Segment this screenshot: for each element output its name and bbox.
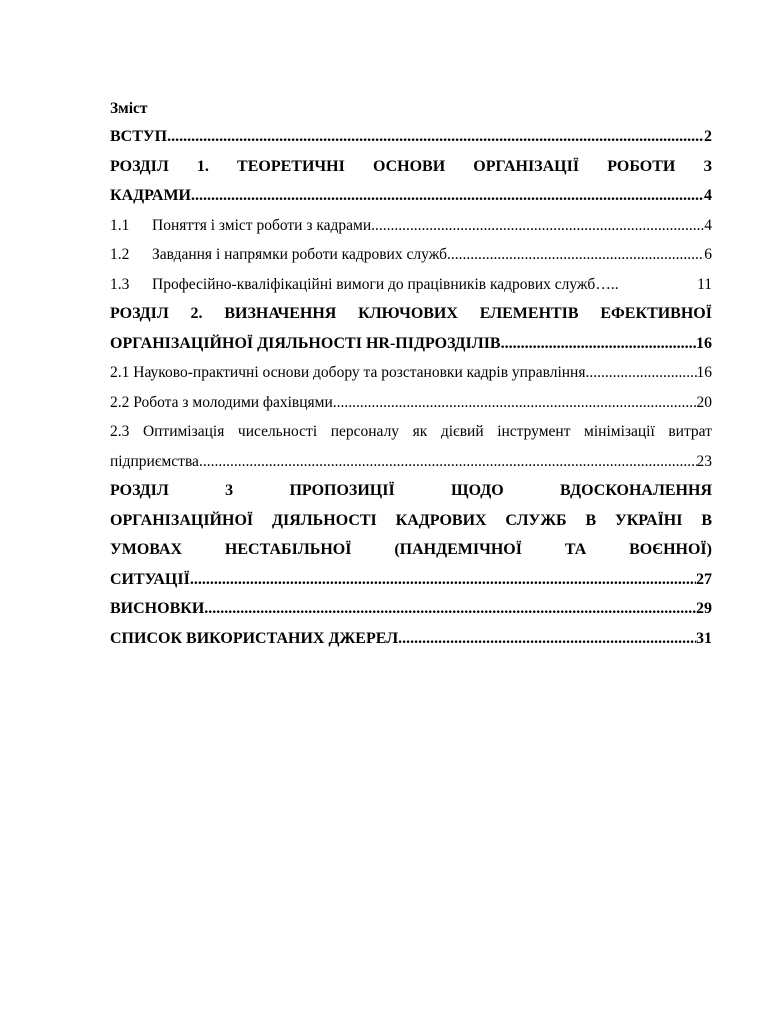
toc-entry-2-2[interactable] [110, 388, 712, 418]
toc-entry-section-2-cont[interactable] [110, 329, 712, 359]
entry-text: ВСТУП [110, 128, 168, 145]
dot-leader [204, 594, 696, 624]
word: ТА [564, 541, 587, 558]
entry-text: Завдання і напрямки роботи кадрових служб [152, 246, 447, 263]
toc-entry-section-1-heading[interactable] [110, 152, 712, 182]
word: ВОЄННОЇ) [629, 541, 712, 558]
toc-entry-section-3-line-3[interactable] [110, 535, 712, 565]
word: (ПАНДЕМІЧНОЇ [394, 541, 522, 558]
entry-number: 1.1 [110, 216, 130, 234]
entry-page: 16 [696, 364, 712, 381]
word: чисельності [237, 423, 318, 440]
word: ОСНОВИ [372, 157, 446, 175]
word: ЕЛЕМЕНТІВ [479, 305, 579, 322]
dot-leader [190, 565, 696, 595]
dot-leader [398, 624, 696, 654]
toc-entry-section-3-line-2[interactable] [110, 506, 712, 536]
word: 3 [225, 482, 234, 499]
dot-leader [447, 240, 704, 270]
word: УКРАЇНІ [614, 511, 683, 529]
word: КЛЮЧОВИХ [358, 305, 458, 322]
entry-text: СИТУАЦІЇ [110, 570, 190, 588]
entry-number: 1.2 [110, 246, 130, 263]
entry-text: 2.2 Робота з молодими фахівцями [110, 393, 333, 411]
word: КАДРОВИХ [395, 511, 487, 529]
dot-leader [585, 358, 696, 388]
entry-text: КАДРАМИ [110, 187, 191, 204]
entry-page: 16 [696, 334, 712, 352]
word: дієвий [440, 423, 484, 440]
toc-entry-1-2[interactable] [110, 240, 712, 270]
word: витрат [668, 423, 712, 440]
word: інструмент [497, 423, 571, 440]
word: ПРОПОЗИЦІЇ [289, 482, 395, 499]
entry-number: 1.3 [110, 275, 130, 293]
word: ОРГАНІЗАЦІЙНОЇ [110, 511, 254, 529]
dot-leader [501, 329, 696, 359]
word: ДІЯЛЬНОСТІ [271, 511, 377, 529]
toc-entry-2-1[interactable] [110, 358, 712, 388]
entry-text: Професійно-кваліфікаційні вимоги до працівників кадрових служб….. [152, 275, 619, 293]
entry-page: 11 [697, 275, 712, 293]
dot-leader [333, 388, 697, 418]
word: РОЗДІЛ [110, 305, 169, 322]
word: В [701, 511, 712, 529]
word: РОБОТИ [607, 157, 676, 175]
toc-entry-conclusions[interactable] [110, 594, 712, 624]
entry-text: підприємства [110, 452, 199, 470]
entry-text: ВИСНОВКИ [110, 600, 205, 617]
toc-entry-section-3-line-1[interactable] [110, 476, 712, 506]
word: ТЕОРЕТИЧНІ [237, 157, 345, 175]
toc-entry-2-3[interactable] [110, 417, 712, 447]
toc-entry-intro[interactable] [110, 122, 712, 152]
entry-page: 29 [696, 600, 712, 617]
entry-page: 4 [704, 187, 712, 204]
word: ВДОСКОНАЛЕННЯ [560, 482, 712, 499]
word: ЕФЕКТИВНОЇ [600, 305, 712, 322]
word: персоналу [330, 423, 400, 440]
toc-entry-section-1-cont[interactable] [110, 181, 712, 211]
toc-title: Зміст [110, 100, 148, 117]
entry-page: 27 [696, 570, 712, 588]
word: РОЗДІЛ [110, 482, 169, 499]
table-of-contents [110, 96, 712, 653]
entry-page: 23 [696, 452, 712, 470]
word: СЛУЖБ [505, 511, 567, 529]
entry-page: 2 [704, 128, 712, 145]
word: 2. [190, 305, 203, 322]
toc-entry-1-3[interactable] [110, 270, 712, 300]
entry-page: 4 [704, 216, 712, 234]
entry-text: Поняття і зміст роботи з кадрами [152, 216, 372, 234]
entry-page: 6 [704, 246, 712, 263]
word: 1. [196, 157, 209, 175]
word: ОРГАНІЗАЦІЇ [473, 157, 580, 175]
word: З [703, 157, 712, 175]
dot-leader [191, 181, 704, 211]
word: як [412, 423, 428, 440]
entry-text: 2.1 Науково-практичні основи добору та розстановки кадрів управління [110, 364, 586, 381]
toc-entry-section-2-heading[interactable] [110, 299, 712, 329]
word: ЩОДО [451, 482, 504, 499]
dot-leader [371, 211, 704, 241]
toc-entry-1-1[interactable] [110, 211, 712, 241]
word: мінімізації [584, 423, 655, 440]
dot-leader [199, 447, 697, 477]
entry-page: 20 [696, 393, 712, 411]
entry-page: 31 [696, 629, 712, 647]
dot-leader [167, 122, 704, 152]
toc-entry-2-3-cont[interactable] [110, 447, 712, 477]
toc-entry-sources[interactable] [110, 624, 712, 654]
word: 2.3 [110, 423, 130, 440]
word: ВИЗНАЧЕННЯ [224, 305, 337, 322]
word: НЕСТАБІЛЬНОЇ [224, 541, 352, 558]
entry-text: ОРГАНІЗАЦІЙНОЇ ДІЯЛЬНОСТІ HR-ПІДРОЗДІЛІВ [110, 334, 501, 352]
word: УМОВАХ [110, 541, 183, 558]
word: Оптимізація [142, 423, 225, 440]
toc-entry-section-3-cont[interactable] [110, 565, 712, 595]
word: В [585, 511, 597, 529]
word: РОЗДІЛ [110, 157, 169, 175]
entry-text: СПИСОК ВИКОРИСТАНИХ ДЖЕРЕЛ [110, 629, 399, 647]
